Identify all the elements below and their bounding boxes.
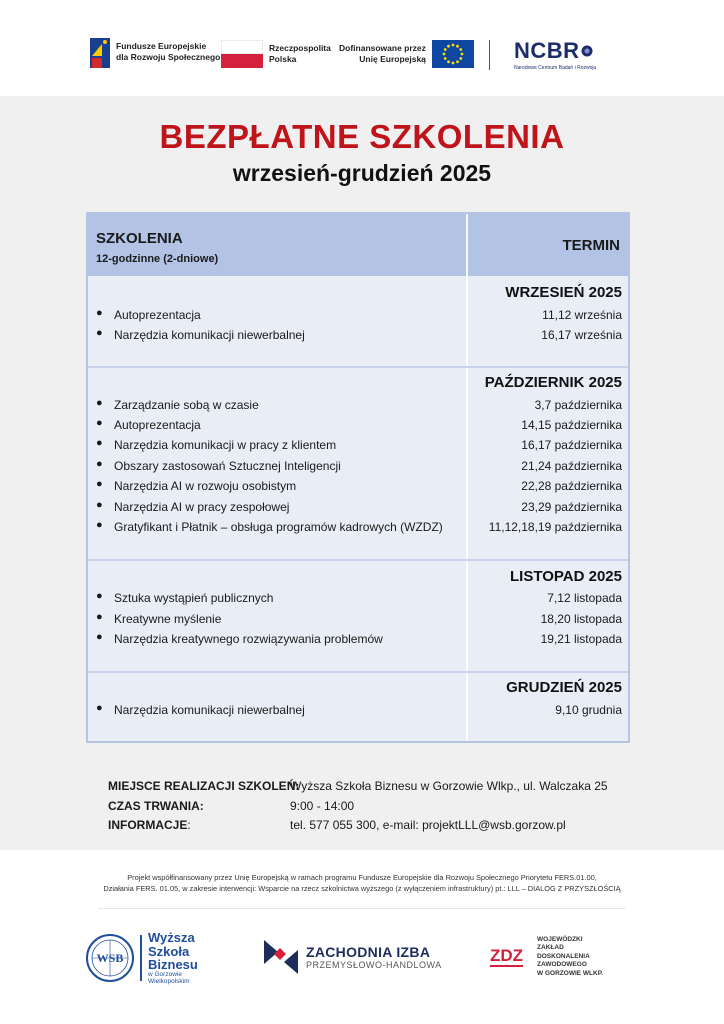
zdz-line5: W GORZOWIE WLKP.	[537, 969, 604, 977]
training-date: 21,24 października	[521, 459, 622, 473]
ncbr-logo-name: NCBR	[514, 38, 580, 63]
month-heading-september: WRZESIEŃ 2025	[505, 284, 622, 301]
ncbr-circle-icon	[581, 45, 593, 57]
bullet-icon: ●	[96, 327, 103, 339]
wsb-line1: Wyższa	[148, 930, 195, 945]
rp-logo	[221, 40, 331, 68]
zdz-line3: DOSKONALENIA	[537, 952, 590, 960]
training-date: 11,12 września	[542, 308, 622, 322]
fe-logo	[90, 34, 220, 70]
bullet-icon: ●	[96, 417, 103, 429]
training-name: Narzędzia komunikacji niewerbalnej	[114, 328, 305, 342]
duration-label: CZAS TRWANIA:	[108, 799, 204, 813]
training-date: 11,12,18,19 października	[488, 520, 622, 534]
eu-logo-line1: Dofinansowane przez	[339, 43, 426, 54]
fe-flag-icon	[90, 34, 112, 70]
bullet-icon: ●	[96, 590, 103, 602]
bullet-icon: ●	[96, 631, 103, 643]
polish-flag-icon	[221, 40, 263, 68]
page-subtitle: wrzesień-grudzień 2025	[232, 160, 492, 186]
training-name: Narzędzia komunikacji w pracy z klientem	[114, 438, 337, 452]
table-row	[88, 497, 628, 517]
training-date: 9,10 grudnia	[555, 703, 622, 717]
place-value: Wyższa Szkoła Biznesu w Gorzowie Wlkp., ul. Walczaka 25	[290, 779, 608, 793]
bullet-icon: ●	[96, 437, 103, 449]
table-row	[88, 609, 628, 629]
zdz-mark: ZDZ	[490, 946, 524, 966]
training-date: 7,12 listopada	[547, 591, 622, 605]
training-date: 16,17 października	[521, 438, 622, 452]
month-heading-november: LISTOPAD 2025	[510, 568, 622, 585]
logo-divider	[489, 40, 490, 70]
bullet-icon: ●	[96, 702, 103, 714]
training-date: 18,20 listopada	[540, 612, 622, 626]
zachodnia-izba-icon	[264, 940, 298, 974]
footnote-line2: Działania FERS. 01.05, w zakresie interwencji: Wsparcie na rzecz szkolnictwa wyższego (z wyłączeniem infrastruktury) pt.: LLL – DIALOG Z PRZYSZŁOŚCIĄ	[103, 884, 621, 894]
training-date: 3,7 października	[534, 398, 622, 412]
rp-logo-line2: Polska	[269, 54, 297, 64]
training-name: Obszary zastosowań Sztucznej Inteligencji	[114, 459, 341, 473]
wsb-text	[148, 931, 198, 986]
section-divider	[88, 366, 628, 368]
month-heading-october: PAŹDZIERNIK 2025	[484, 374, 622, 391]
table-row	[88, 476, 628, 496]
zachodnia-izba-logo	[264, 940, 442, 974]
page-title: BEZPŁATNE SZKOLENIA	[159, 118, 565, 155]
table-row	[88, 305, 628, 325]
bullet-icon: ●	[96, 499, 103, 511]
training-name: Narzędzia AI w rozwoju osobistym	[114, 479, 297, 493]
info-label-colon: :	[187, 818, 191, 832]
header-trainings: SZKOLENIA	[96, 230, 183, 247]
training-name: Gratyfikant i Płatnik – obsługa programów kadrowych (WZDZ)	[114, 520, 443, 534]
table-row	[88, 588, 628, 608]
rp-logo-line1: Rzeczpospolita	[269, 43, 331, 54]
info-label	[108, 818, 191, 832]
table-row	[88, 415, 628, 435]
training-date: 16,17 września	[541, 328, 622, 342]
wsb-bar	[140, 935, 142, 981]
footnote-line1: Projekt współfinansowany przez Unię Europejską w ramach programu Fundusze Europejskie dla Rozwoju Społecznego Priorytetu FERS.01.00,	[127, 873, 597, 882]
table-row	[88, 395, 628, 415]
table-row	[88, 325, 628, 345]
wsb-line4: w Gorzowie	[148, 970, 182, 978]
bullet-icon: ●	[96, 397, 103, 409]
header-trainings-sub: 12-godzinne (2-dniowe)	[96, 253, 219, 265]
training-date: 19,21 listopada	[540, 632, 622, 646]
eu-logo-line2: Unię Europejską	[359, 54, 426, 64]
ncbr-logo	[514, 38, 596, 71]
info-label-text: INFORMACJE	[108, 818, 188, 832]
bullet-icon: ●	[96, 478, 103, 490]
wsb-line5: Wielkopolskim	[148, 977, 190, 985]
training-name: Kreatywne myślenie	[114, 612, 222, 626]
training-name: Autoprezentacja	[114, 418, 201, 432]
wsb-badge-text: WSB	[96, 951, 124, 966]
place-label: MIEJSCE REALIZACJI SZKOLEŃ:	[108, 779, 300, 793]
table-row	[88, 435, 628, 455]
info-value: tel. 577 055 300, e-mail: projektLLL@wsb.gorzow.pl	[290, 818, 566, 832]
section-divider	[88, 671, 628, 673]
bullet-icon: ●	[96, 519, 103, 531]
training-name: Narzędzia kreatywnego rozwiązywania problemów	[114, 632, 383, 646]
bullet-icon: ●	[96, 458, 103, 470]
ncbr-logo-sub: Narodowe Centrum Badań i Rozwoju	[514, 65, 597, 71]
logo-bar	[0, 0, 724, 96]
table-row	[88, 700, 628, 720]
header-term: TERMIN	[562, 237, 620, 254]
table-row	[88, 456, 628, 476]
training-name: Zarządzanie sobą w czasie	[114, 398, 259, 412]
zachodnia-name: ZACHODNIA IZBA	[306, 944, 431, 960]
zdz-line4: ZAWODOWEGO	[537, 961, 587, 969]
schedule-table	[86, 212, 630, 743]
wsb-line3: Biznesu	[148, 957, 198, 973]
training-date: 23,29 października	[521, 500, 622, 514]
training-name: Autoprezentacja	[114, 308, 201, 322]
zdz-line2: ZAKŁAD	[537, 944, 564, 952]
wsb-line2: Szkoła	[148, 943, 190, 959]
training-date: 22,28 października	[521, 479, 622, 493]
month-heading-december: GRUDZIEŃ 2025	[506, 679, 622, 696]
training-name: Sztuka wystąpień publicznych	[114, 591, 274, 605]
bullet-icon: ●	[96, 307, 103, 319]
training-name: Narzędzia komunikacji niewerbalnej	[114, 703, 305, 717]
wsb-logo	[86, 931, 198, 986]
footnote	[0, 872, 724, 894]
zdz-line1: WOJEWÓDZKI	[537, 936, 583, 943]
eu-logo	[339, 40, 474, 68]
duration-value: 9:00 - 14:00	[290, 799, 355, 813]
eu-flag-icon	[432, 40, 474, 68]
table-row	[88, 517, 628, 537]
training-date: 14,15 października	[521, 418, 622, 432]
footer-divider	[98, 908, 626, 909]
table-header	[88, 214, 628, 276]
table-row	[88, 629, 628, 649]
zachodnia-sub: PRZEMYSŁOWO-HANDLOWA	[306, 960, 442, 970]
fe-logo-line2: dla Rozwoju Społecznego	[116, 52, 221, 62]
zdz-logo	[490, 936, 603, 978]
training-name: Narzędzia AI w pracy zespołowej	[114, 500, 290, 514]
fe-logo-line1: Fundusze Europejskie	[116, 41, 207, 52]
section-divider	[88, 559, 628, 561]
bullet-icon: ●	[96, 611, 103, 623]
wsb-badge-icon	[86, 934, 134, 982]
